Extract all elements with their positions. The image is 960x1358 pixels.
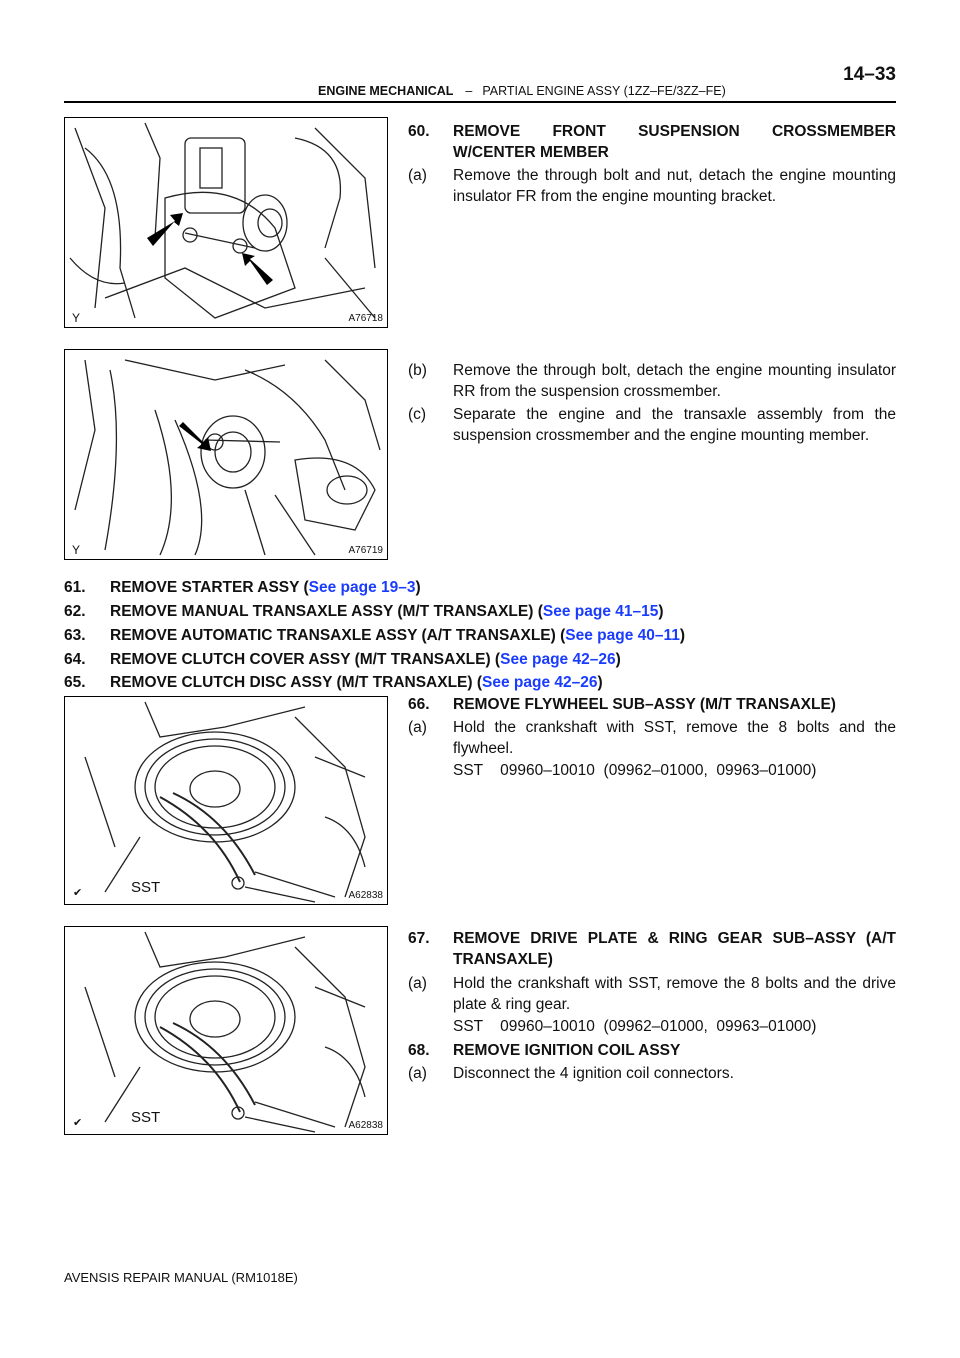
figure-engine-mount-rr [64, 349, 388, 560]
step-66-a [408, 717, 896, 759]
step-title-text: REMOVE FRONT SUSPENSION CROSSMEMBER W/CENTER MEMBER [453, 123, 896, 161]
figure-drive-plate-sst [64, 926, 388, 1135]
section-title-main: ENGINE MECHANICAL [318, 84, 454, 98]
figure-engine-mount-fr-drawing [65, 118, 388, 328]
figure-sst-label: SST [131, 1109, 161, 1126]
step-62 [64, 600, 664, 624]
substep-letter: (a) [408, 719, 427, 736]
step-60-b [408, 360, 896, 402]
step-title-text: REMOVE AUTOMATIC TRANSAXLE ASSY (A/T TRANSAXLE) ( [110, 627, 566, 644]
section-title-sub: PARTIAL ENGINE ASSY (1ZZ–FE/3ZZ–FE) [482, 84, 726, 98]
step-number: 61. [64, 579, 86, 596]
figure-corner-label: Y [72, 543, 81, 557]
substep-text: Remove the through bolt and nut, detach the engine mounting insulator FR from the engine mounting bracket. [453, 167, 896, 205]
figure-corner-mark: ✔ [73, 1117, 83, 1129]
step-title-text: REMOVE MANUAL TRANSAXLE ASSY (M/T TRANSAXLE) ( [110, 603, 543, 620]
figure-code: A62838 [348, 1120, 383, 1131]
page-header [64, 64, 896, 104]
step-61 [64, 576, 421, 600]
step-title-text: REMOVE IGNITION COIL ASSY [453, 1042, 681, 1059]
step-64 [64, 648, 621, 672]
step-title-text: REMOVE DRIVE PLATE & RING GEAR SUB–ASSY (A/T TRANSAXLE) [453, 930, 896, 968]
substep-text: Remove the through bolt, detach the engine mounting insulator RR from the suspension crossmember. [453, 362, 896, 400]
sst-spec: SST 09960–10010 (09962–01000, 09963–01000) [453, 1018, 817, 1035]
step-number: 65. [64, 674, 86, 691]
step-close-paren: ) [679, 627, 686, 644]
step-close-paren: ) [615, 651, 621, 668]
substep-text: Disconnect the 4 ignition coil connectors. [453, 1065, 734, 1082]
page-footer: AVENSIS REPAIR MANUAL (RM1018E) [64, 1270, 298, 1285]
substep-text: Hold the crankshaft with SST, remove the 8 bolts and the drive plate & ring gear. [453, 975, 896, 1013]
substep-letter: (a) [408, 167, 427, 184]
substep-letter: (a) [408, 1065, 427, 1082]
figure-code: A76719 [348, 545, 383, 556]
figure-engine-mount-rr-drawing [65, 350, 388, 560]
figure-corner-label: Y [72, 311, 81, 325]
substep-letter: (c) [408, 406, 427, 423]
step-67-title [408, 928, 896, 970]
figure-engine-mount-fr [64, 117, 388, 328]
step-number: 60. [408, 123, 430, 140]
step-68-a [408, 1063, 896, 1084]
see-page-link[interactable]: See page 40–11 [565, 627, 680, 644]
step-close-paren: ) [597, 674, 603, 691]
substep-text: Separate the engine and the transaxle assembly from the suspension crossmember and the engine mounting member. [453, 406, 896, 444]
figure-code: A62838 [348, 890, 383, 901]
step-number: 67. [408, 930, 430, 947]
step-number: 62. [64, 603, 86, 620]
step-65 [64, 671, 603, 695]
step-63 [64, 624, 685, 648]
header-rule [64, 101, 896, 103]
step-60-a [408, 165, 896, 207]
step-title-text: REMOVE STARTER ASSY ( [110, 579, 309, 596]
substep-letter: (a) [408, 975, 427, 992]
step-67-a [408, 973, 896, 1015]
step-number: 66. [408, 696, 430, 713]
figure-sst-label: SST [131, 879, 161, 896]
see-page-link[interactable]: See page 41–15 [542, 603, 659, 620]
see-page-link[interactable]: See page 42–26 [482, 674, 598, 691]
figure-flywheel-sst-drawing [65, 697, 388, 905]
step-60-title [408, 121, 896, 163]
step-title-text: REMOVE CLUTCH DISC ASSY (M/T TRANSAXLE) ( [110, 674, 483, 691]
section-title [318, 84, 726, 98]
sst-spec: SST 09960–10010 (09962–01000, 09963–01000) [453, 762, 817, 779]
substep-text: Hold the crankshaft with SST, remove the 8 bolts and the flywheel. [453, 719, 896, 757]
figure-code: A76718 [348, 313, 383, 324]
page-number: 14–33 [843, 64, 896, 85]
see-page-link[interactable]: See page 19–3 [308, 579, 416, 596]
step-title-text: REMOVE CLUTCH COVER ASSY (M/T TRANSAXLE) ( [110, 651, 501, 668]
substep-letter: (b) [408, 362, 427, 379]
step-close-paren: ) [415, 579, 421, 596]
step-number: 63. [64, 627, 86, 644]
section-separator: – [465, 84, 473, 98]
figure-drive-plate-sst-drawing [65, 927, 388, 1135]
figure-flywheel-sst [64, 696, 388, 905]
figure-corner-mark: ✔ [73, 887, 83, 899]
step-title-text: REMOVE FLYWHEEL SUB–ASSY (M/T TRANSAXLE) [453, 696, 836, 713]
step-66-title [408, 694, 896, 715]
step-number: 64. [64, 651, 86, 668]
step-68-title [408, 1040, 896, 1061]
step-close-paren: ) [658, 603, 664, 620]
see-page-link[interactable]: See page 42–26 [500, 651, 616, 668]
step-number: 68. [408, 1042, 430, 1059]
step-60-c [408, 404, 896, 446]
